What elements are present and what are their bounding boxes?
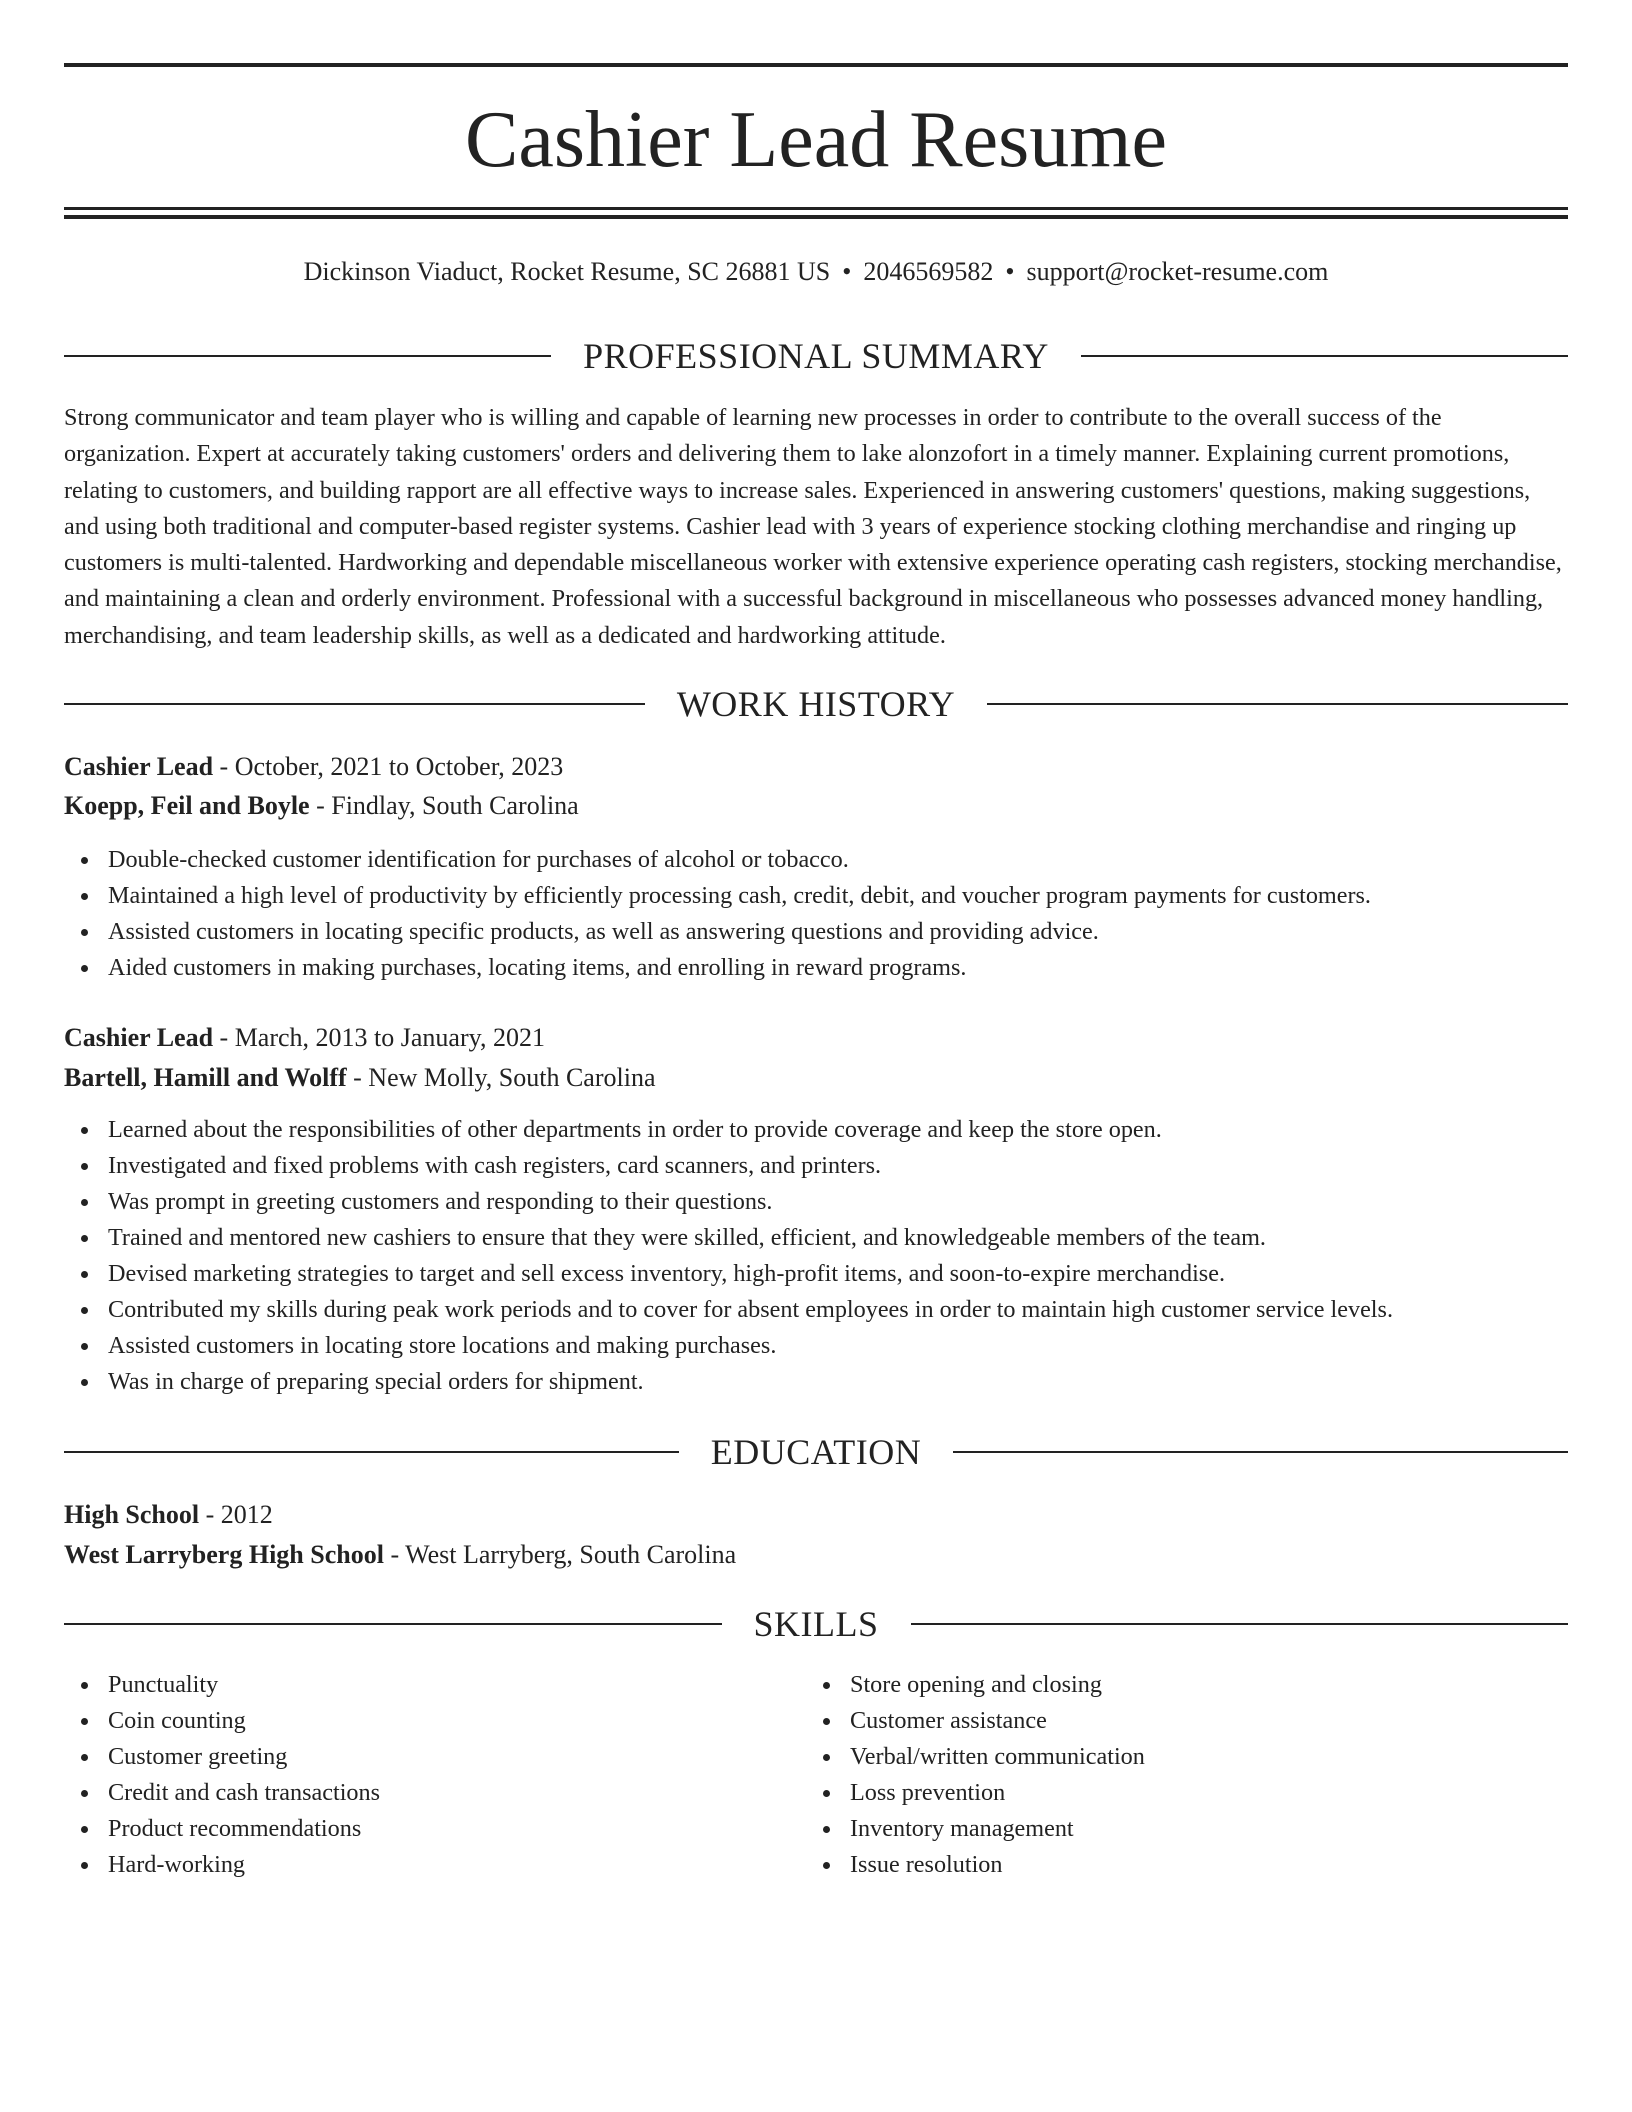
page-title: Cashier Lead Resume bbox=[465, 96, 1167, 184]
list-item: Devised marketing strategies to target and sell excess inventory, high-profit items, and soon-to-expire merchandise. bbox=[64, 1256, 1568, 1292]
education-degree-line bbox=[64, 1497, 273, 1533]
title-rule-upper bbox=[64, 207, 1568, 210]
list-item: Double-checked customer identification for purchases of alcohol or tobacco. bbox=[64, 842, 1568, 878]
skill-item: Issue resolution bbox=[806, 1847, 1632, 1883]
section-rule-left bbox=[64, 355, 551, 357]
list-item: Contributed my skills during peak work periods and to cover for absent employees in order to maintain high customer service levels. bbox=[64, 1292, 1568, 1328]
list-item: Assisted customers in locating specific products, as well as answering questions and providing advice. bbox=[64, 914, 1568, 950]
contact-phone: 2046569582 bbox=[863, 257, 994, 286]
skill-item: Inventory management bbox=[806, 1811, 1632, 1847]
section-rule-left bbox=[64, 703, 645, 705]
section-rule-right bbox=[1081, 355, 1568, 357]
section-rule-left bbox=[64, 1451, 679, 1453]
skills-list-right bbox=[806, 1667, 1632, 1883]
list-item: Maintained a high level of productivity by efficiently processing cash, credit, debit, and voucher program payments for customers. bbox=[64, 878, 1568, 914]
job-bullets bbox=[64, 842, 1568, 986]
list-item: Assisted customers in locating store locations and making purchases. bbox=[64, 1328, 1568, 1364]
skill-item: Hard-working bbox=[64, 1847, 1568, 1883]
list-item: Trained and mentored new cashiers to ensure that they were skilled, efficient, and knowledgeable members of the team. bbox=[64, 1220, 1568, 1256]
section-title-summary: PROFESSIONAL SUMMARY bbox=[583, 336, 1049, 376]
education-school-line bbox=[64, 1537, 736, 1573]
job-dates: - October, 2021 to October, 2023 bbox=[213, 752, 564, 781]
education-school: West Larryberg High School bbox=[64, 1540, 384, 1569]
skill-item: Store opening and closing bbox=[806, 1667, 1632, 1703]
section-title-education: EDUCATION bbox=[710, 1432, 922, 1472]
section-title-skills: SKILLS bbox=[753, 1604, 879, 1644]
job-title-line bbox=[64, 1020, 545, 1056]
top-rule bbox=[64, 63, 1568, 67]
title-rule-lower bbox=[64, 215, 1568, 219]
skill-item: Punctuality bbox=[64, 1667, 1568, 1703]
skill-item: Loss prevention bbox=[806, 1775, 1632, 1811]
education-year: - 2012 bbox=[199, 1500, 273, 1529]
section-header-skills bbox=[64, 1602, 1568, 1646]
job-company: Bartell, Hamill and Wolff bbox=[64, 1063, 347, 1092]
skill-item: Credit and cash transactions bbox=[64, 1775, 1568, 1811]
contact-separator: • bbox=[842, 257, 852, 286]
list-item: Was in charge of preparing special orders for shipment. bbox=[64, 1364, 1568, 1400]
skill-item: Coin counting bbox=[64, 1703, 1568, 1739]
skill-item: Customer assistance bbox=[806, 1703, 1632, 1739]
job-location: - New Molly, South Carolina bbox=[346, 1063, 656, 1092]
contact-line bbox=[64, 254, 1568, 290]
section-header-summary bbox=[64, 334, 1568, 378]
job-company: Koepp, Feil and Boyle bbox=[64, 791, 310, 820]
list-item: Was prompt in greeting customers and responding to their questions. bbox=[64, 1184, 1568, 1220]
job-company-line bbox=[64, 1060, 655, 1096]
list-item: Learned about the responsibilities of other departments in order to provide coverage and keep the store open. bbox=[64, 1112, 1568, 1148]
section-title-work: WORK HISTORY bbox=[676, 684, 956, 724]
section-rule-left bbox=[64, 1623, 722, 1625]
skill-item: Product recommendations bbox=[64, 1811, 1568, 1847]
job-title: Cashier Lead bbox=[64, 752, 214, 781]
job-location: - Findlay, South Carolina bbox=[309, 791, 579, 820]
section-header-education bbox=[64, 1430, 1568, 1474]
education-location: - West Larryberg, South Carolina bbox=[383, 1540, 737, 1569]
section-rule-right bbox=[987, 703, 1568, 705]
job-title: Cashier Lead bbox=[64, 1023, 214, 1052]
job-dates: - March, 2013 to January, 2021 bbox=[213, 1023, 545, 1052]
list-item: Investigated and fixed problems with cash registers, card scanners, and printers. bbox=[64, 1148, 1568, 1184]
section-header-work bbox=[64, 682, 1568, 726]
education-degree: High School bbox=[64, 1500, 200, 1529]
contact-separator: • bbox=[1005, 257, 1015, 286]
section-rule-right bbox=[911, 1623, 1569, 1625]
job-company-line bbox=[64, 788, 579, 824]
list-item: Aided customers in making purchases, locating items, and enrolling in reward programs. bbox=[64, 950, 1568, 986]
job-title-line bbox=[64, 749, 563, 785]
skill-item: Verbal/written communication bbox=[806, 1739, 1632, 1775]
section-rule-right bbox=[953, 1451, 1568, 1453]
contact-address: Dickinson Viaduct, Rocket Resume, SC 26881 US bbox=[303, 257, 831, 286]
contact-email: support@rocket-resume.com bbox=[1026, 257, 1329, 286]
job-bullets bbox=[64, 1112, 1568, 1400]
skill-item: Customer greeting bbox=[64, 1739, 1568, 1775]
summary-paragraph: Strong communicator and team player who is willing and capable of learning new processes in order to contribute to the overall success of the organization. Expert at accurately taking customers' orders and delivering them to lake alonzofort in a timely manner. Explaining current promotions, relating to customers, and building rapport are all effective ways to increase sales. Experienced in answering customers' questions, making suggestions, and using both traditional and computer-based register systems. Cashier lead with 3 years of experience stocking clothing merchandise and ringing up customers is multi-talented. Hardworking and dependable miscellaneous worker with extensive experience operating cash registers, stocking merchandise, and maintaining a clean and orderly environment. Professional with a successful background in miscellaneous who possesses advanced money handling, merchandising, and team leadership skills, as well as a dedicated and hardworking attitude. bbox=[64, 404, 1562, 649]
